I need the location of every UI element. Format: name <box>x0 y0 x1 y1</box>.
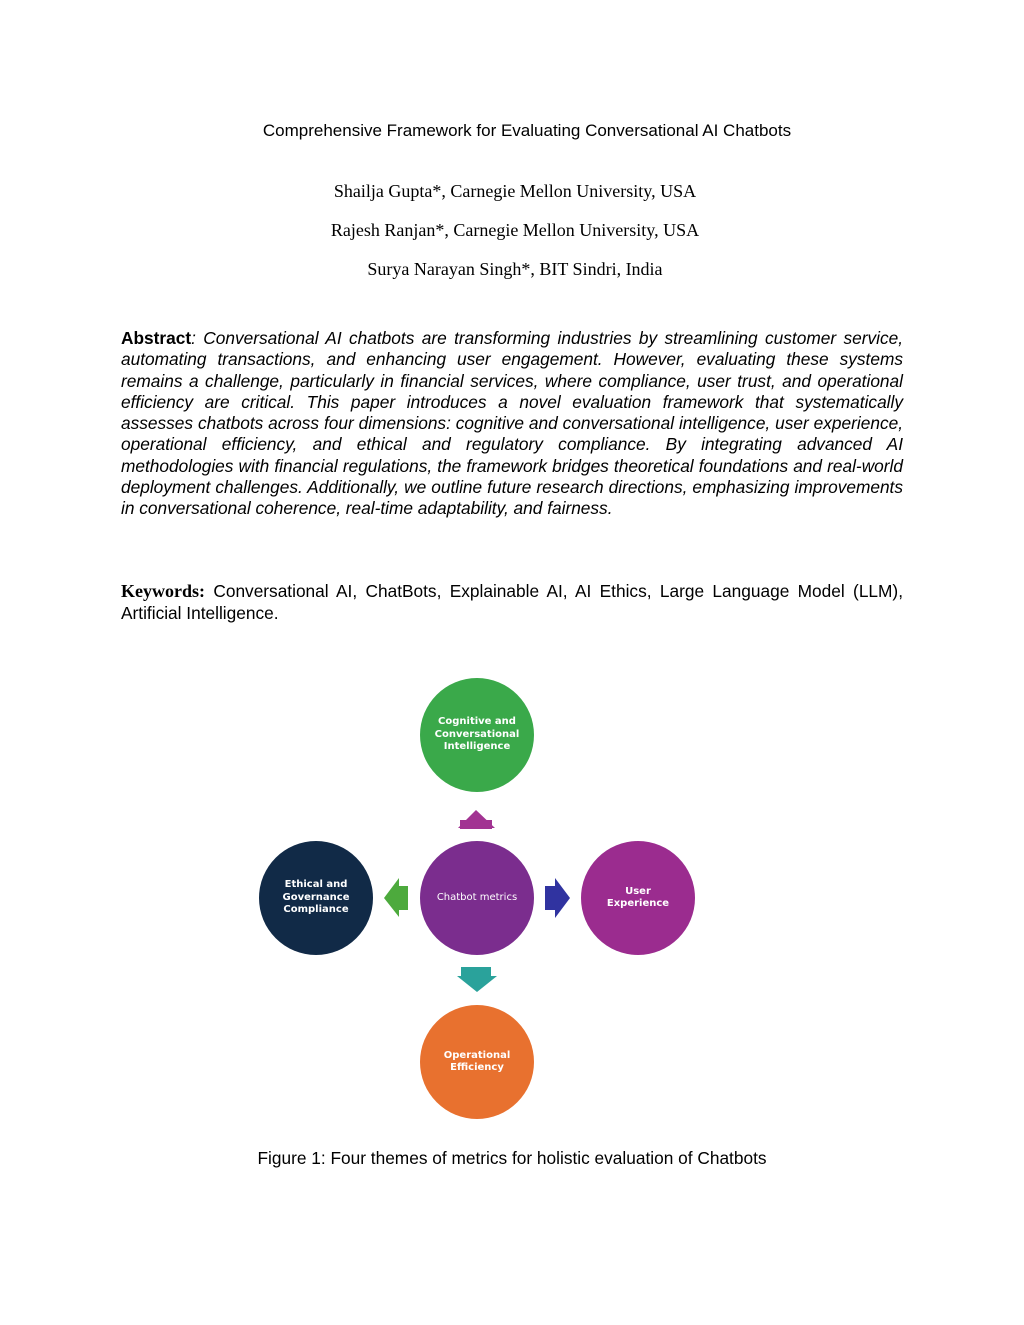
keywords-text: Conversational AI, ChatBots, Explainable AI, AI Ethics, Large Language Model (LLM), Artificial Intelligence. <box>121 581 903 623</box>
node-label: Ethical and Governance Compliance <box>282 879 350 916</box>
node-label: Cognitive and Conversational Intelligence <box>434 716 520 753</box>
node-user-experience <box>581 841 695 955</box>
node-chatbot-metrics <box>420 841 534 955</box>
node-label: User Experience <box>606 885 670 909</box>
arrow-down-icon <box>457 967 497 992</box>
arrow-right-icon <box>545 878 570 918</box>
node-cognitive-intelligence <box>420 678 534 792</box>
author-line: Shailja Gupta*, Carnegie Mellon University, USA <box>333 181 697 201</box>
node-ethical-compliance <box>259 841 373 955</box>
abstract-label: Abstract <box>121 328 192 348</box>
keywords-label: Keywords: <box>121 581 205 601</box>
framework-diagram <box>250 670 710 1130</box>
author-line: Surya Narayan Singh*, BIT Sindri, India <box>367 259 663 279</box>
node-label: Chatbot metrics <box>436 891 518 903</box>
abstract-text: : Conversational AI chatbots are transforming industries by streamlining customer service, automating transactions, and enhancing user engagement. However, evaluating these systems remains a challenge, particularly in financial services, where compliance, user trust, and operational efficiency are critical. This paper introduces a novel evaluation framework that systematically assesses chatbots across four dimensions: cognitive and conversational intelligence, user experience, operational efficiency, and ethical and regulatory compliance. By integrating advanced AI methodologies with financial regulations, the framework bridges theoretical foundations and real-world deployment challenges. Additionally, we outline future research directions, emphasizing improvements in conversational coherence, real-time adaptability, and fairness. <box>121 328 903 519</box>
paper-title: Comprehensive Framework for Evaluating Conversational AI Chatbots <box>262 121 792 140</box>
figure-caption: Figure 1: Four themes of metrics for holistic evaluation of Chatbots <box>257 1148 767 1168</box>
arrow-left-icon <box>384 878 408 917</box>
keywords <box>121 580 903 624</box>
abstract <box>121 328 903 520</box>
node-label: Operational Efficiency <box>443 1049 511 1073</box>
node-operational-efficiency <box>420 1005 534 1119</box>
author-line: Rajesh Ranjan*, Carnegie Mellon University, USA <box>330 220 700 240</box>
arrow-up-stem <box>460 820 492 829</box>
